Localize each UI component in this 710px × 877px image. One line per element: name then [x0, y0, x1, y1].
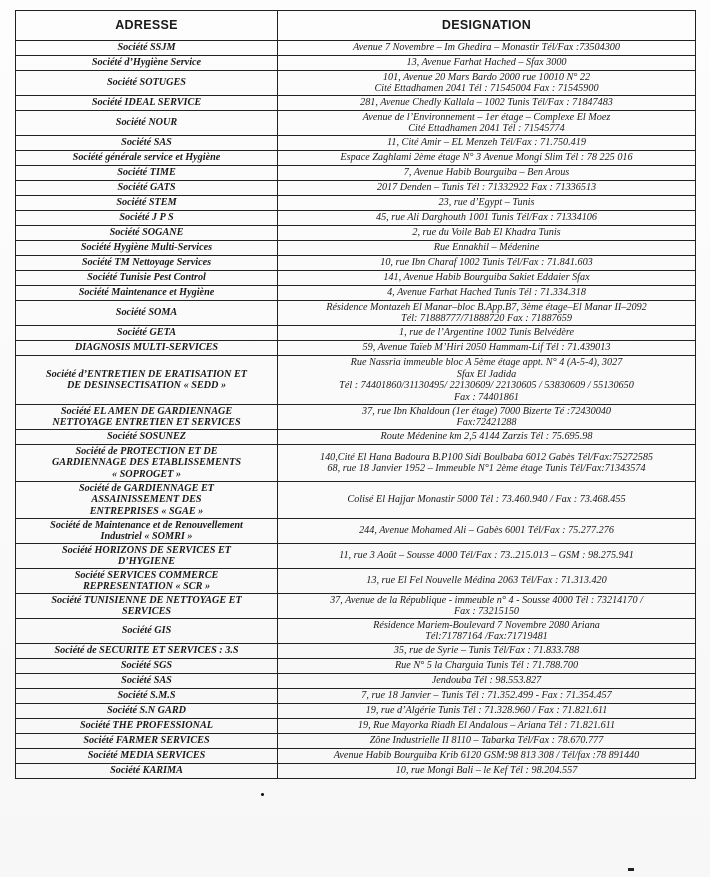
company-address-cell: 1, rue de l’Argentine 1002 Tunis Belvédère: [278, 326, 696, 341]
table-row: [16, 151, 696, 166]
company-address-cell: 37, Avenue de la République - immeuble n° 4 - Sousse 4000 Tél : 73214170 / Fax : 73215150: [278, 594, 696, 619]
company-address-cell: Avenue Habib Bourguiba Krib 6120 GSM:98 813 308 / Tél/fax :78 891440: [278, 749, 696, 764]
table-row: [16, 749, 696, 764]
company-address-cell: 13, rue El Fel Nouvelle Médina 2063 Tél/Fax : 71.313.420: [278, 569, 696, 594]
table-row: [16, 96, 696, 111]
table-row: [16, 136, 696, 151]
company-name-cell: Société Hygiène Multi-Services: [16, 241, 278, 256]
table-row: [16, 644, 696, 659]
company-name-cell: Société STEM: [16, 196, 278, 211]
company-address-cell: 37, rue Ibn Khaldoun (1er étage) 7000 Bizerte Té :72430040 Fax:72421288: [278, 405, 696, 430]
table-row: [16, 482, 696, 519]
table-row: [16, 405, 696, 430]
company-name-cell: Société de SECURITE ET SERVICES : 3.S: [16, 644, 278, 659]
company-address-cell: 4, Avenue Farhat Hached Tunis Tél : 71.334.318: [278, 286, 696, 301]
table-row: [16, 196, 696, 211]
company-name-cell: Société Tunisie Pest Control: [16, 271, 278, 286]
table-row: [16, 430, 696, 445]
company-address-cell: 141, Avenue Habib Bourguiba Sakiet Eddaier Sfax: [278, 271, 696, 286]
company-name-cell: Société SAS: [16, 136, 278, 151]
company-name-cell: Société SGS: [16, 659, 278, 674]
company-name-cell: Société SOMA: [16, 301, 278, 326]
table-row: [16, 659, 696, 674]
edge-mark: [628, 868, 634, 871]
company-address-cell: Avenue de l’Environnement – 1er étage – Complexe El Moez Cité Ettadhamen 2041 Tél : 71545774: [278, 111, 696, 136]
company-name-cell: Société IDEAL SERVICE: [16, 96, 278, 111]
company-name-cell: Société SOTUGES: [16, 71, 278, 96]
company-address-cell: Avenue 7 Novembre – Im Ghedira – Monastir Tél/Fax :73504300: [278, 41, 696, 56]
company-name-cell: Société générale service et Hygiène: [16, 151, 278, 166]
company-name-cell: Société TUNISIENNE DE NETTOYAGE ET SERVICES: [16, 594, 278, 619]
company-name-cell: Société d’ENTRETIEN DE ERATISATION ET DE DESINSECTISATION « SEDD »: [16, 356, 278, 405]
company-address-cell: Résidence Montazeh El Manar–bloc B.App.B7, 3ème étage–El Manar II–2092 Tél: 71888777/71888720 Fax : 71887659: [278, 301, 696, 326]
company-address-cell: 11, Cité Amir – EL Menzeh Tél/Fax : 71.750.419: [278, 136, 696, 151]
company-name-cell: Société GATS: [16, 181, 278, 196]
company-address-cell: Route Médenine km 2,5 4144 Zarzis Tél : 75.695.98: [278, 430, 696, 445]
company-name-cell: Société TIME: [16, 166, 278, 181]
company-address-cell: 19, Rue Mayorka Riadh El Andalous – Ariana Tél : 71.821.611: [278, 719, 696, 734]
company-name-cell: Société SOSUNEZ: [16, 430, 278, 445]
company-name-cell: Société FARMER SERVICES: [16, 734, 278, 749]
company-address-cell: 7, Avenue Habib Bourguiba – Ben Arous: [278, 166, 696, 181]
company-address-cell: 19, rue d’Algérie Tunis Tél : 71.328.960 / Fax : 71.821.611: [278, 704, 696, 719]
company-address-cell: Jendouba Tél : 98.553.827: [278, 674, 696, 689]
table-row: [16, 181, 696, 196]
table-row: [16, 286, 696, 301]
company-address-cell: 2017 Denden – Tunis Tél : 71332922 Fax : 71336513: [278, 181, 696, 196]
table-row: [16, 719, 696, 734]
header-row: [16, 11, 696, 41]
company-address-cell: Zône Industrielle II 8110 – Tabarka Tél/Fax : 78.670.777: [278, 734, 696, 749]
table-row: [16, 211, 696, 226]
company-address-cell: 11, rue 3 Août – Sousse 4000 Tél/Fax : 73..215.013 – GSM : 98.275.941: [278, 544, 696, 569]
company-name-cell: Société S.M.S: [16, 689, 278, 704]
table-row: [16, 764, 696, 779]
table-row: [16, 71, 696, 96]
company-name-cell: Société KARIMA: [16, 764, 278, 779]
table-row: [16, 271, 696, 286]
table-row: [16, 594, 696, 619]
company-address-cell: Rue Ennakhil – Médenine: [278, 241, 696, 256]
table-row: [16, 704, 696, 719]
table-row: [16, 111, 696, 136]
company-address-cell: 140,Cité El Hana Badoura B.P100 Sidi Boulbaba 6012 Gabès Tél/Fax:75272585 68, rue 18 Janvier 1952 – Immeuble N°1 2ème étage Tunis Tél/Fax:71343574: [278, 445, 696, 482]
company-address-cell: 13, Avenue Farhat Hached – Sfax 3000: [278, 56, 696, 71]
table-row: [16, 256, 696, 271]
table-row: [16, 674, 696, 689]
company-name-cell: Société SERVICES COMMERCE REPRESENTATION « SCR »: [16, 569, 278, 594]
company-name-cell: Société TM Nettoyage Services: [16, 256, 278, 271]
table-row: [16, 689, 696, 704]
table-row: [16, 569, 696, 594]
company-name-cell: Société S.N GARD: [16, 704, 278, 719]
column-header-adresse: ADRESSE: [16, 11, 278, 41]
table-row: [16, 445, 696, 482]
company-name-cell: Société THE PROFESSIONAL: [16, 719, 278, 734]
company-name-cell: Société de Maintenance et de Renouvellement Industriel « SOMRI »: [16, 519, 278, 544]
table-row: [16, 56, 696, 71]
ink-dot: [261, 793, 264, 796]
company-address-cell: Rue Nassria immeuble bloc A 5ème étage appt. N° 4 (A-5-4), 3027 Sfax El Jadida Tél : 74401860/31130495/ 22130609/ 22130605 / 53830609 / 55130650 Fax : 74401861: [278, 356, 696, 405]
company-name-cell: Société HORIZONS DE SERVICES ET D’HYGIENE: [16, 544, 278, 569]
table-row: [16, 519, 696, 544]
company-name-cell: Société GETA: [16, 326, 278, 341]
company-address-cell: 59, Avenue Taïeb M’Hiri 2050 Hammam-Lif Tél : 71.439013: [278, 341, 696, 356]
company-address-cell: 101, Avenue 20 Mars Bardo 2000 rue 10010 N° 22 Cité Ettadhamen 2041 Tél : 71545004 Fax : 71545900: [278, 71, 696, 96]
company-name-cell: Société de PROTECTION ET DE GARDIENNAGE DES ETABLISSEMENTS « SOPROGET »: [16, 445, 278, 482]
company-name-cell: DIAGNOSIS MULTI-SERVICES: [16, 341, 278, 356]
company-address-cell: Résidence Mariem-Boulevard 7 Novembre 2080 Ariana Tél:71787164 /Fax:71719481: [278, 619, 696, 644]
company-name-cell: Société de GARDIENNAGE ET ASSAINISSEMENT DES ENTREPRISES « SGAE »: [16, 482, 278, 519]
company-name-cell: Société SOGANE: [16, 226, 278, 241]
company-name-cell: Société SAS: [16, 674, 278, 689]
table-row: [16, 619, 696, 644]
company-address-cell: 7, rue 18 Janvier – Tunis Tél : 71.352.499 - Fax : 71.354.457: [278, 689, 696, 704]
table-row: [16, 166, 696, 181]
company-address-cell: 281, Avenue Chedly Kallala – 1002 Tunis Tél/Fax : 71847483: [278, 96, 696, 111]
company-name-cell: Société NOUR: [16, 111, 278, 136]
company-name-cell: Société J P S: [16, 211, 278, 226]
table-row: [16, 734, 696, 749]
table-row: [16, 41, 696, 56]
table-row: [16, 356, 696, 405]
company-registry-table: [15, 10, 696, 779]
company-address-cell: Colisé El Hajjar Monastir 5000 Tél : 73.460.940 / Fax : 73.468.455: [278, 482, 696, 519]
company-name-cell: Société SSJM: [16, 41, 278, 56]
company-name-cell: Société Maintenance et Hygiène: [16, 286, 278, 301]
table-row: [16, 241, 696, 256]
table-row: [16, 544, 696, 569]
table-body: [16, 41, 696, 779]
table-row: [16, 326, 696, 341]
company-address-cell: 244, Avenue Mohamed Ali – Gabès 6001 Tél/Fax : 75.277.276: [278, 519, 696, 544]
company-name-cell: Société MEDIA SERVICES: [16, 749, 278, 764]
table-row: [16, 301, 696, 326]
table-row: [16, 226, 696, 241]
table-row: [16, 341, 696, 356]
company-address-cell: 35, rue de Syrie – Tunis Tél/Fax : 71.833.788: [278, 644, 696, 659]
company-address-cell: 10, rue Mongi Bali – le Kef Tél : 98.204.557: [278, 764, 696, 779]
company-name-cell: Société EL AMEN DE GARDIENNAGE NETTOYAGE ENTRETIEN ET SERVICES: [16, 405, 278, 430]
company-address-cell: Espace Zaghlami 2ème étage N° 3 Avenue Mongi Slim Tél : 78 225 016: [278, 151, 696, 166]
column-header-designation: DESIGNATION: [278, 11, 696, 41]
company-name-cell: Société d’Hygiène Service: [16, 56, 278, 71]
company-address-cell: 10, rue Ibn Charaf 1002 Tunis Tél/Fax : 71.841.603: [278, 256, 696, 271]
company-address-cell: 23, rue d’Egypt – Tunis: [278, 196, 696, 211]
company-address-cell: Rue N° 5 la Charguia Tunis Tél : 71.788.700: [278, 659, 696, 674]
company-name-cell: Société GIS: [16, 619, 278, 644]
company-address-cell: 45, rue Ali Darghouth 1001 Tunis Tél/Fax : 71334106: [278, 211, 696, 226]
company-address-cell: 2, rue du Voile Bab El Khadra Tunis: [278, 226, 696, 241]
